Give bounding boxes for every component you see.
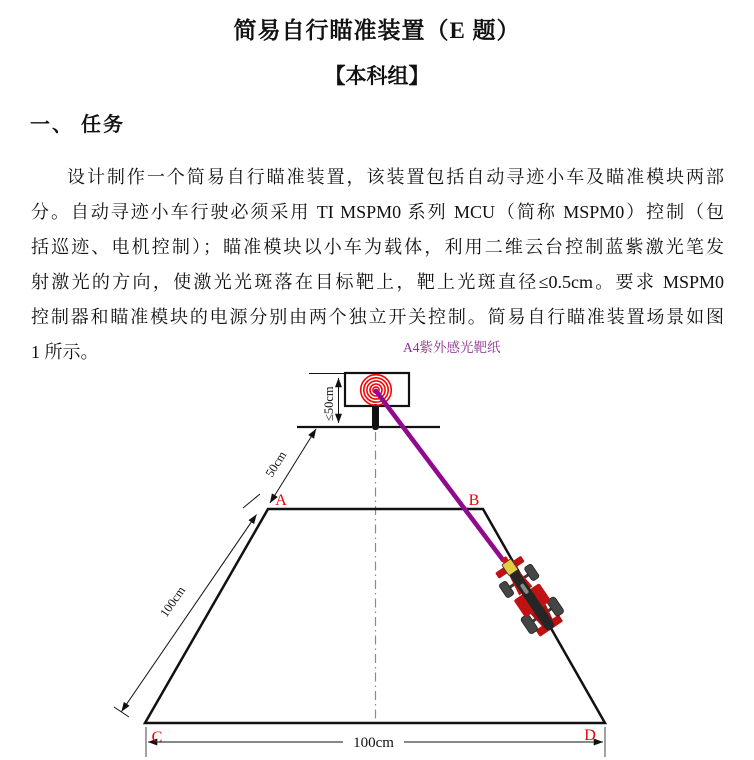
dim-bottom-100cm-label: 100cm <box>353 735 394 751</box>
vertex-label-a: A <box>275 492 287 509</box>
target-post <box>372 404 379 430</box>
dimension-line-left-100cm <box>122 515 257 712</box>
target-paper-label: A4紫外感光靶纸 <box>403 340 501 355</box>
car <box>486 546 568 640</box>
dim-50cm-label: 50cm <box>262 448 290 480</box>
paragraph-line: 射激光的方向，使激光光斑落在目标靶上，靶上光斑直径≤0.5cm。要求 MSPM0 <box>31 272 724 292</box>
vertex-label-d: D <box>584 727 596 744</box>
extension-tick <box>243 494 260 508</box>
extension-tick <box>114 707 129 717</box>
paragraph-line: 控制器和瞄准模块的电源分别由两个独立开关控制。简易自行瞄准装置场景如图 <box>31 307 724 327</box>
group-label: 【本科组】 <box>324 64 430 88</box>
paragraph-line: 括巡迹、电机控制）；瞄准模块以小车为载体，利用二维云台控制蓝紫激光笔发 <box>31 237 724 257</box>
dim-left-100cm-label: 100cm <box>157 583 189 620</box>
section-heading-task: 一、 任务 <box>30 114 125 136</box>
car-wheel <box>524 563 540 581</box>
vertex-label-c: C <box>151 729 163 746</box>
figure-1-scene <box>0 330 754 760</box>
document-title: 简易自行瞄准装置（E 题） <box>233 18 521 43</box>
paragraph-line: 设计制作一个简易自行瞄准装置，该装置包括自动寻迹小车及瞄准模块两部 <box>67 167 724 187</box>
paragraph-line: 分。自动寻迹小车行驶必须采用 TI MSPM0 系列 MCU（简称 MSPM0）控制（包 <box>31 202 724 222</box>
paragraph-line: 1 所示。 <box>31 342 99 362</box>
vertex-label-b: B <box>468 492 480 509</box>
car-wheel <box>498 580 514 598</box>
dim-target-height-label: ≤50cm <box>322 386 336 421</box>
laser-beam <box>376 391 503 560</box>
